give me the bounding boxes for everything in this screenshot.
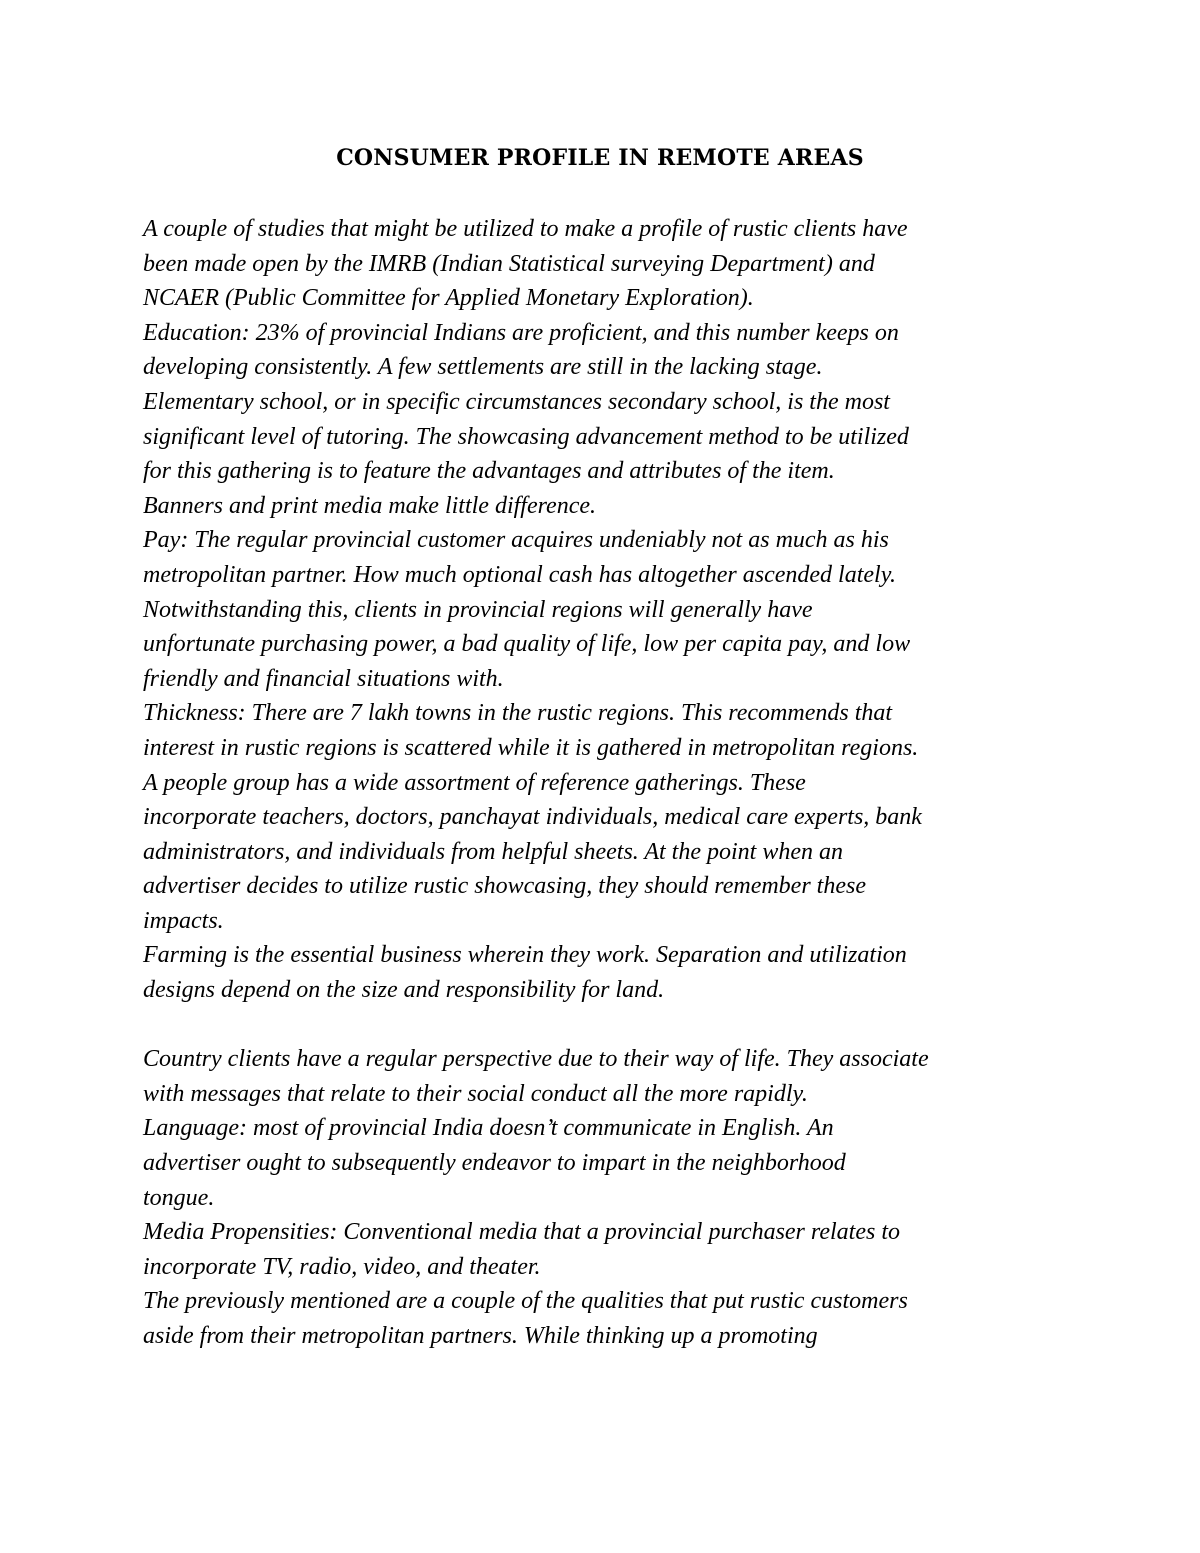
text-line: designs depend on the size and responsibility for land. [143,977,665,1004]
text-line: impacts. [143,907,224,934]
body-section-1 [143,212,1083,1008]
text-line: incorporate TV, radio, video, and theater. [143,1253,541,1280]
text-line: Farming is the essential business wherein they work. Separation and utilization [143,942,907,969]
text-line: advertiser decides to utilize rustic showcasing, they should remember these [143,873,866,900]
document-body [143,212,1083,1354]
text-line: Media Propensities: Conventional media that a provincial purchaser relates to [143,1219,900,1246]
text-line: Language: most of provincial India doesn’t communicate in English. An [143,1115,834,1142]
text-line: Banners and print media make little difference. [143,492,597,519]
text-line: friendly and financial situations with. [143,665,504,692]
text-line: Notwithstanding this, clients in provincial regions will generally have [143,596,813,623]
text-line: The previously mentioned are a couple of the qualities that put rustic customers [143,1288,908,1315]
text-line: for this gathering is to feature the advantages and attributes of the item. [143,458,835,485]
text-line: aside from their metropolitan partners. While thinking up a promoting [143,1323,818,1349]
paragraph-spacer [143,1008,1083,1043]
text-line: Thickness: There are 7 lakh towns in the rustic regions. This recommends that [143,700,893,727]
text-line: incorporate teachers, doctors, panchayat individuals, medical care experts, bank [143,804,922,831]
text-line: Elementary school, or in specific circumstances secondary school, is the most [143,388,890,415]
text-line: been made open by the IMRB (Indian Statistical surveying Department) and [143,250,875,277]
text-line: tongue. [143,1184,215,1211]
text-line: metropolitan partner. How much optional cash has altogether ascended lately. [143,561,897,588]
text-line: unfortunate purchasing power, a bad quality of life, low per capita pay, and low [143,631,911,658]
text-line: Education: 23% of provincial Indians are proficient, and this number keeps on [143,319,899,346]
text-line: developing consistently. A few settlements are still in the lacking stage. [143,354,823,381]
text-line: A people group has a wide assortment of reference gatherings. These [143,769,806,796]
text-line: administrators, and individuals from helpful sheets. At the point when an [143,838,843,865]
text-line: significant level of tutoring. The showcasing advancement method to be utilized [143,423,909,450]
text-line: Country clients have a regular perspective due to their way of life. They associate [143,1046,929,1073]
text-line: with messages that relate to their social conduct all the more rapidly. [143,1080,808,1107]
document-title: CONSUMER PROFILE IN REMOTE AREAS [336,145,864,171]
text-line: advertiser ought to subsequently endeavor to impart in the neighborhood [143,1150,846,1177]
text-line: Pay: The regular provincial customer acquires undeniably not as much as his [143,527,889,554]
text-line: interest in rustic regions is scattered while it is gathered in metropolitan regions. [143,734,919,761]
body-section-2 [143,1042,1083,1353]
text-line: A couple of studies that might be utilized to make a profile of rustic clients have [143,216,908,242]
text-line: NCAER (Public Committee for Applied Monetary Exploration). [143,285,754,312]
